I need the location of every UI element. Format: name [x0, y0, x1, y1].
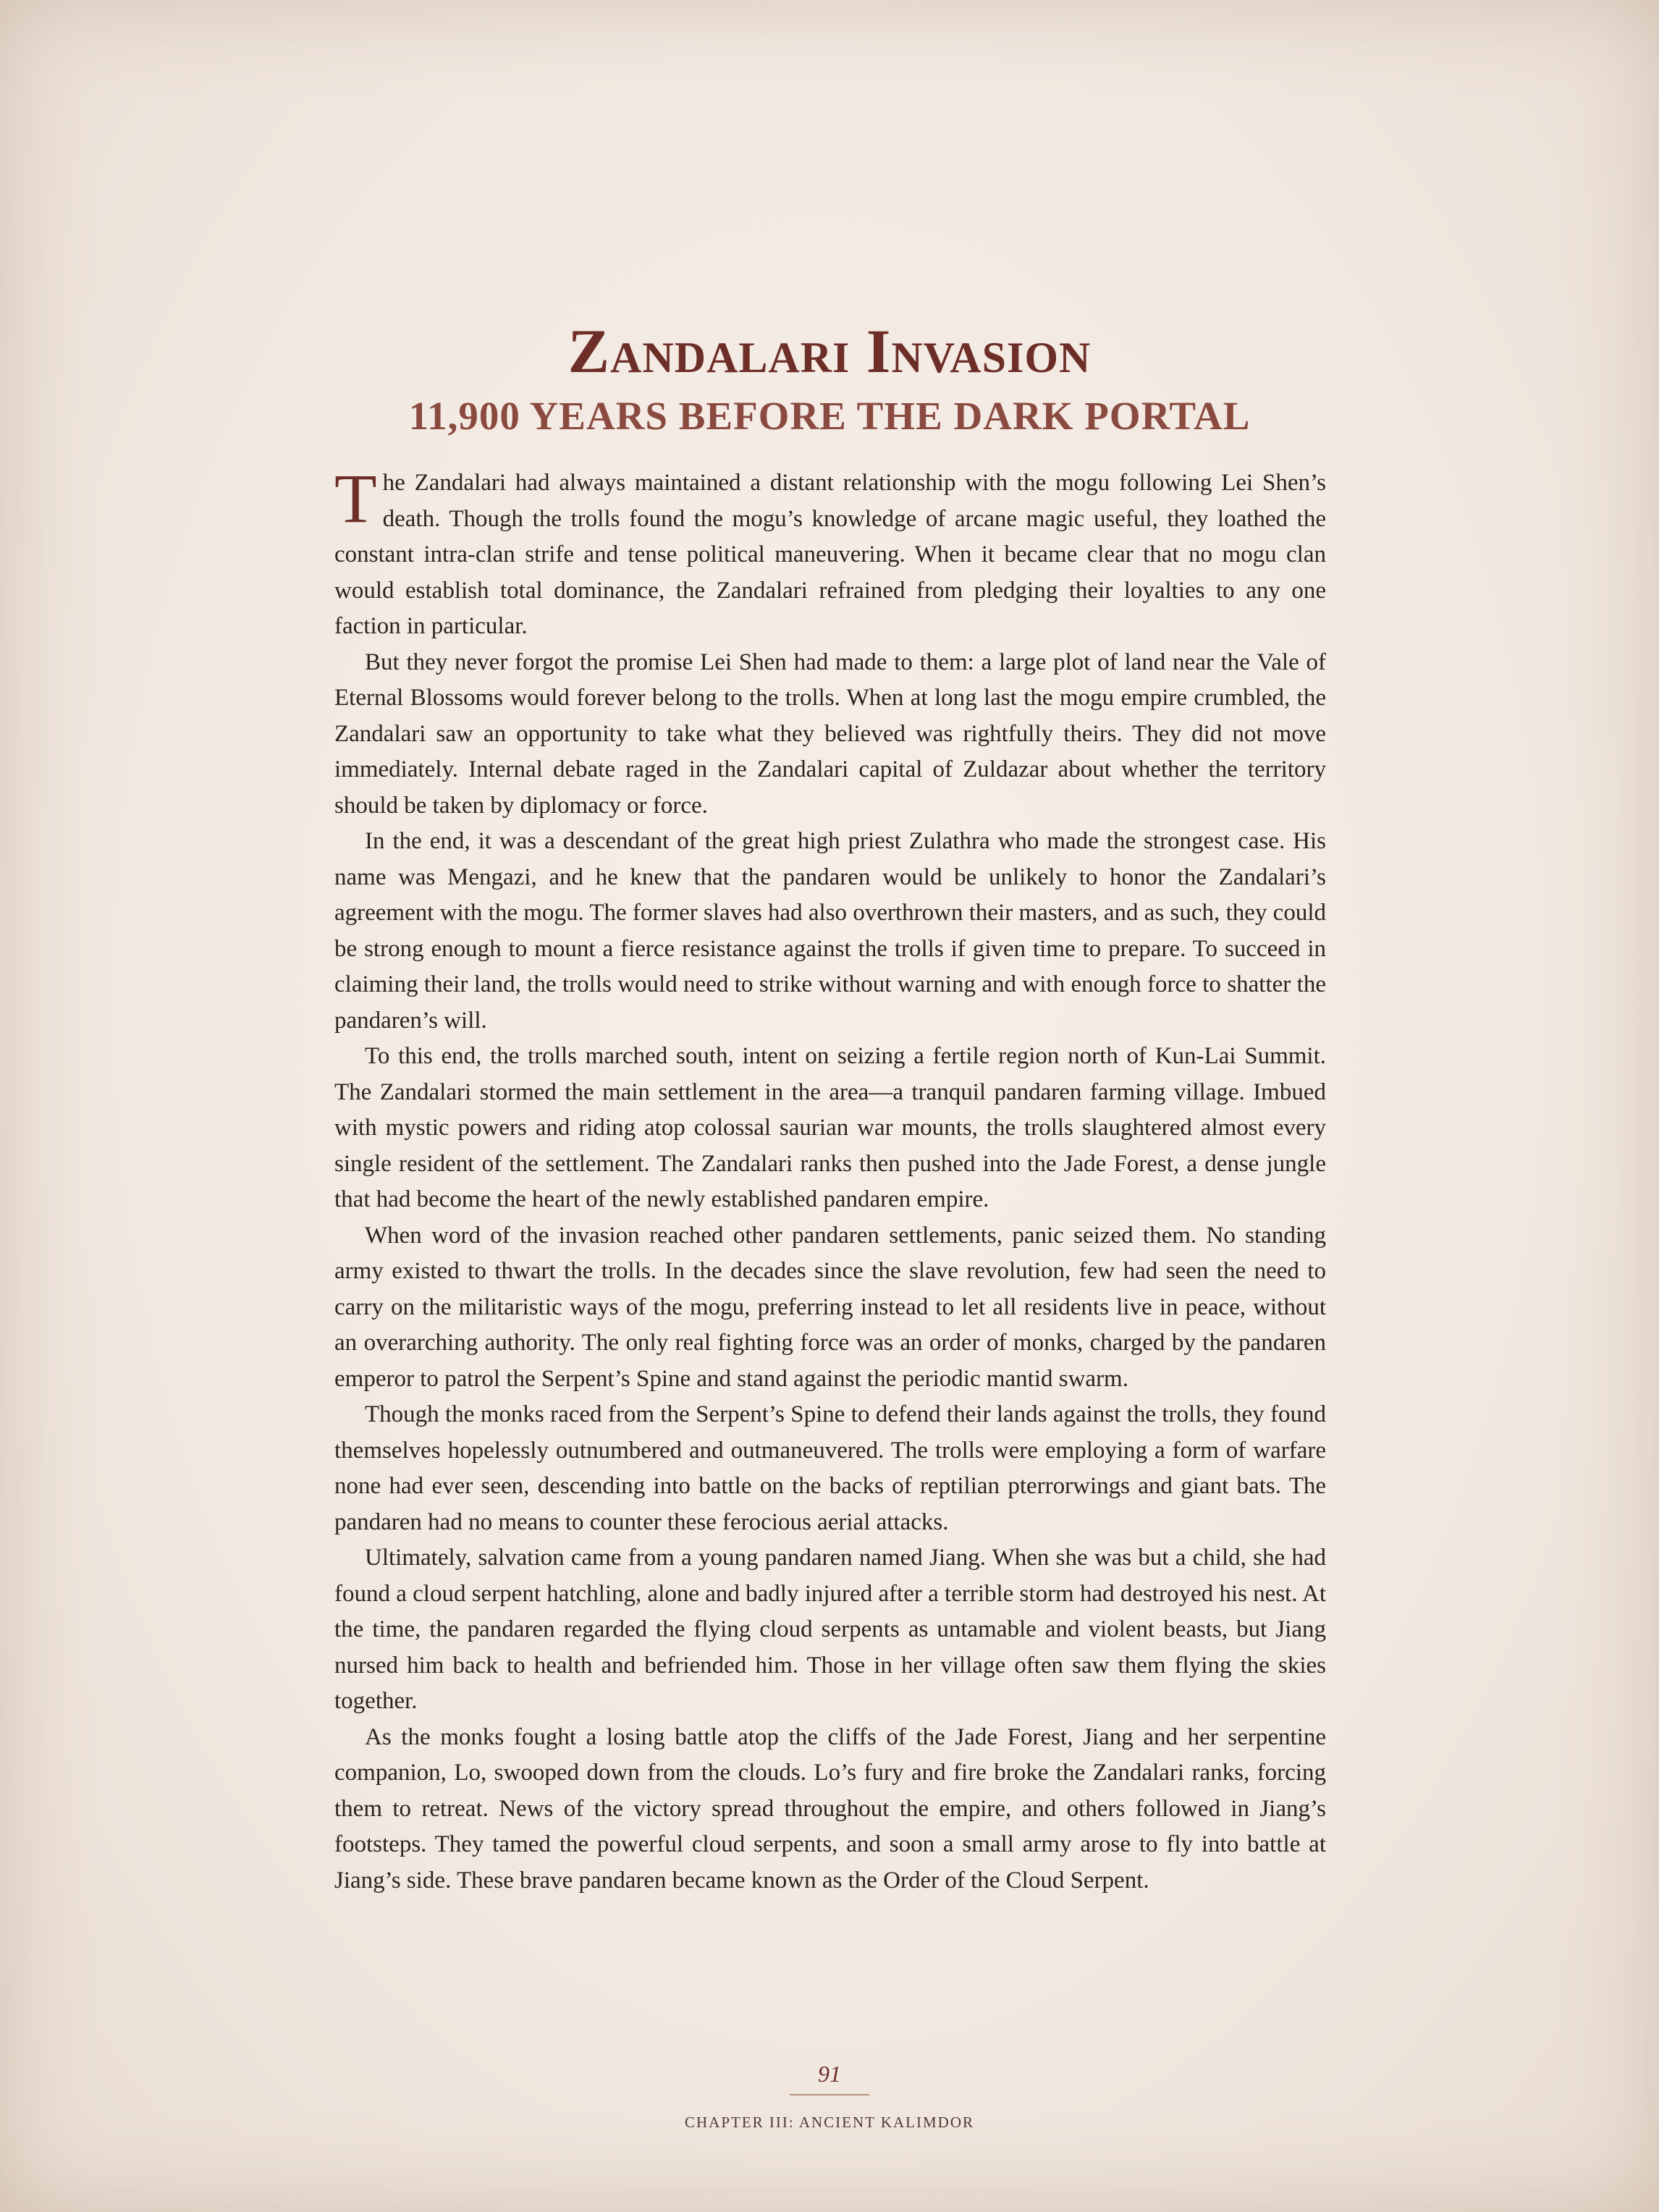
paragraph-text: he Zandalari had always maintained a distant relationship with the mogu following Lei Shen’s death. Though the trolls found the mogu’s knowledge of arcane magic useful, they loathed the constant intra-clan strife and tense political maneuvering. When it became clear that no mogu clan would establish total dominance, the Zandalari refrained from pledging their loyalties to any one faction in particular. — [334, 470, 1326, 639]
page-title: Zandalari Invasion — [567, 316, 1092, 386]
paragraph: When word of the invasion reached other pandaren settlements, panic seized them. No standing army existed to thwart the trolls. In the decades since the slave revolution, few had seen the need to carry on the militaristic ways of the mogu, preferring instead to let all residents live in peace, without an overarching authority. The only real fighting force was an order of monks, charged by the pandaren emperor to patrol the Serpent’s Spine and stand against the periodic mantid swarm. — [334, 1222, 1326, 1392]
page-subtitle: 11,900 YEARS BEFORE THE DARK PORTAL — [408, 394, 1251, 438]
paragraph: As the monks fought a losing battle atop the cliffs of the Jade Forest, Jiang and her serpentine companion, Lo, swooped down from the clouds. Lo’s fury and fire broke the Zandalari ranks, forcing them to retreat. News of the victory spread throughout the empire, and others followed in Jiang’s footsteps. They tamed the powerful cloud serpents, and soon a small army arose to fly into battle at Jiang’s side. These brave pandaren became known as the Order of the Cloud Serpent. — [334, 1723, 1326, 1894]
paragraph: Ultimately, salvation came from a young pandaren named Jiang. When she was but a child, she had found a cloud serpent hatchling, alone and badly injured after a terrible storm had destroyed his nest. At the time, the pandaren regarded the flying cloud serpents as untamable and violent beasts, but Jiang nursed him back to health and befriended him. Those in her village often saw them flying the skies together. — [334, 1545, 1327, 1714]
paragraph — [334, 460, 1326, 645]
paragraph: In the end, it was a descendant of the great high priest Zulathra who made the strongest case. His name was Mengazi, and he knew that the pandaren would be unlikely to honor the Zandalari’s agreement with the mogu. The former slaves had also overthrown their masters, and as such, they could be strong enough to mount a fierce resistance against the trolls if given time to prepare. To succeed in claiming their land, the trolls would need to strike without warning and with enough force to shatter the pandaren’s will. — [334, 828, 1326, 1034]
heading-block — [0, 311, 1659, 442]
page-footer — [0, 2059, 1659, 2133]
page-number: 91 — [818, 2061, 841, 2087]
article-body — [334, 460, 1327, 1899]
drop-cap: T — [334, 460, 377, 537]
paragraph: Though the monks raced from the Serpent’s Spine to defend their lands against the trolls, they found themselves hopelessly outnumbered and outmaneuvered. The trolls were employing a form of warfare none had ever seen, descending into battle on the backs of reptilian pterrorwings and giant bats. The pandaren had no means to counter these ferocious aerial attacks. — [334, 1401, 1326, 1535]
paragraph: To this end, the trolls marched south, intent on seizing a fertile region north of Kun-Lai Summit. The Zandalari stormed the main settlement in the area—a tranquil pandaren farming village. Imbued with mystic powers and riding atop colossal saurian war mounts, the trolls slaughtered almost every single resident of the settlement. The Zandalari ranks then pushed into the Jade Forest, a dense jungle that had become the heart of the newly established pandaren empire. — [334, 1043, 1326, 1212]
footer-divider — [790, 2094, 869, 2095]
paragraph: But they never forgot the promise Lei Shen had made to them: a large plot of land near the Vale of Eternal Blossoms would forever belong to the trolls. When at long last the mogu empire crumbled, the Zandalari saw an opportunity to take what they believed was rightfully theirs. They did not move immediately. Internal debate raged in the Zandalari capital of Zuldazar about whether the territory should be taken by diplomacy or force. — [334, 649, 1326, 819]
chapter-label: CHAPTER III: ANCIENT KALIMDOR — [684, 2114, 975, 2131]
